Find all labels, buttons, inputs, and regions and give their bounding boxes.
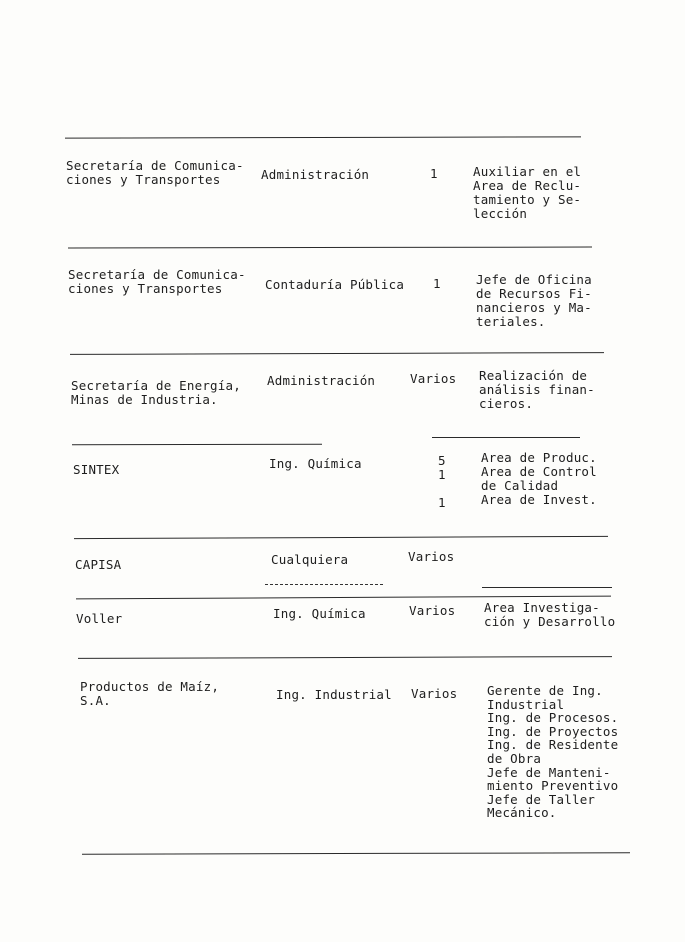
- row-5-qty: Varios: [408, 549, 455, 564]
- rule-2: [70, 352, 604, 355]
- row-4-position: Area de Produc. Area de Control de Calidad Area de Invest.: [481, 450, 597, 507]
- row-6-position: Area Investiga- ción y Desarrollo: [484, 600, 616, 629]
- rule-1: [68, 247, 592, 249]
- row-3-company: Secretaría de Energía, Minas de Industria.: [71, 378, 241, 407]
- row-7-position: Gerente de Ing. Industrial Ing. de Procesos. Ing. de Proyectos Ing. de Residente de Obra Jefe de Manteni- miento Preventivo Jefe de Taller Mecánico.: [487, 683, 619, 821]
- rule-5a: [76, 596, 611, 600]
- row-4-field: Ing. Química: [269, 456, 362, 471]
- row-2-field: Contaduría Pública: [265, 277, 405, 292]
- row-7-qty: Varios: [411, 686, 458, 701]
- rule-dashed: [265, 584, 383, 585]
- rule-5b: [482, 587, 612, 588]
- row-1-qty: 1: [430, 166, 438, 181]
- row-5-field: Cualquiera: [271, 552, 349, 567]
- row-4-company: SINTEX: [73, 462, 120, 477]
- row-6-company: Voller: [76, 611, 123, 626]
- rule-3a: [72, 444, 322, 445]
- row-4-qty: 5 1 1: [438, 453, 446, 510]
- rule-3b: [432, 437, 580, 438]
- row-3-qty: Varios: [410, 371, 457, 386]
- row-7-field: Ing. Industrial: [276, 687, 392, 702]
- row-2-company: Secretaría de Comunica- ciones y Transportes: [68, 267, 246, 296]
- row-1-field: Administración: [261, 167, 370, 182]
- row-5-company: CAPISA: [75, 557, 122, 572]
- rule-bottom: [82, 852, 630, 854]
- row-1-position: Auxiliar en el Area de Reclu- tamiento y Se- lección: [473, 164, 582, 221]
- row-2-position: Jefe de Oficina de Recursos Fi- nancieros y Ma- teriales.: [476, 272, 592, 329]
- row-6-qty: Varios: [409, 603, 456, 618]
- row-2-qty: 1: [433, 276, 441, 291]
- row-6-field: Ing. Química: [273, 606, 366, 621]
- row-1-company: Secretaría de Comunica- ciones y Transportes: [66, 158, 244, 187]
- row-3-field: Administración: [267, 373, 376, 388]
- rule-4: [74, 536, 608, 539]
- rule-top: [65, 136, 581, 138]
- rule-6: [78, 656, 612, 659]
- row-7-company: Productos de Maíz, S.A.: [80, 679, 220, 708]
- row-3-position: Realización de análisis finan- cieros.: [479, 368, 595, 411]
